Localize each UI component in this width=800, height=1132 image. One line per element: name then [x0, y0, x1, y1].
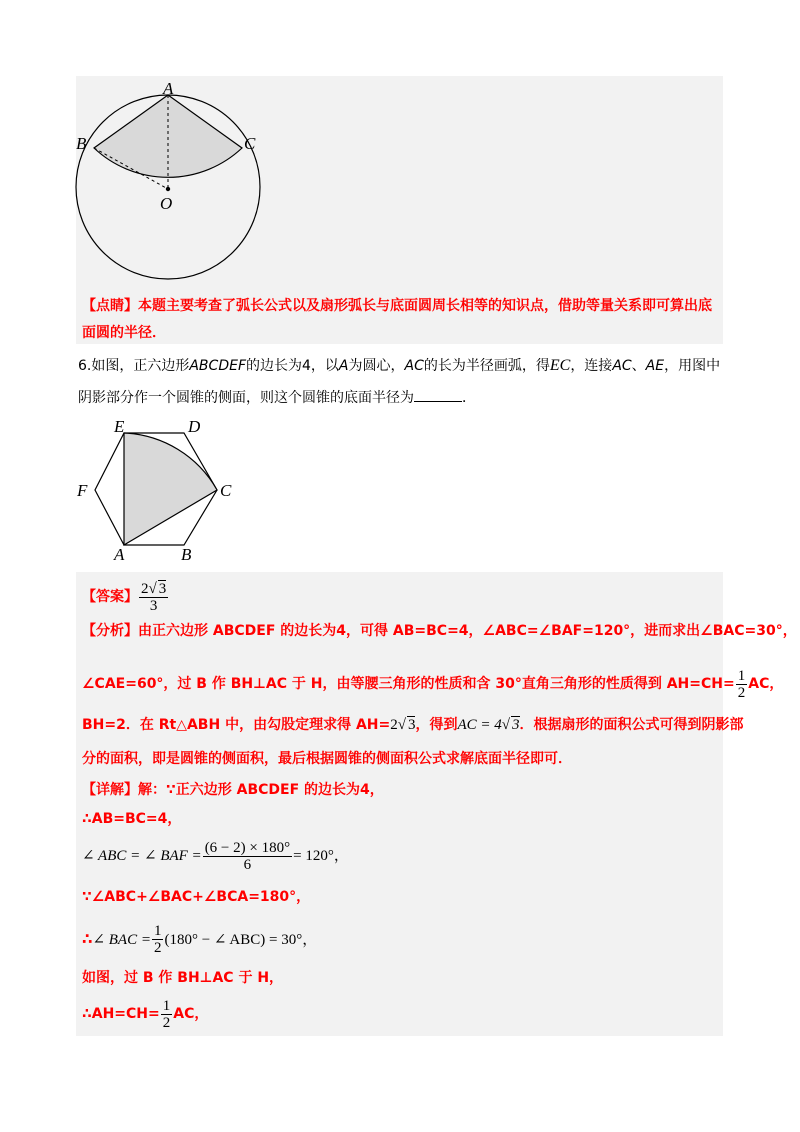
detail-line-2	[82, 809, 181, 829]
detail-tag: 【详解】	[82, 782, 138, 798]
circle-sector-figure	[74, 80, 274, 285]
q-segment: AC	[612, 358, 632, 374]
analysis-text: ，得到	[415, 717, 458, 733]
analysis-text: 由正六边形 ABCDEF 的边长为4，可得 AB=BC=4，∠ABC=∠BAF=120°，进而求出∠BAC=30°，	[138, 623, 797, 639]
q-text: 6.如图，正六边形	[78, 358, 190, 374]
detail-text: ∴AH=CH=	[82, 1006, 160, 1022]
q-side-length: 4	[302, 358, 311, 374]
note-text-2: 面圆的半径．	[82, 325, 166, 341]
therefore-symbol: ∴	[82, 930, 93, 948]
label-B: B	[76, 134, 87, 153]
question-line-1	[78, 356, 720, 376]
hexagon-figure	[74, 418, 244, 564]
answer-denominator: 3	[149, 597, 158, 614]
fraction-denominator: 6	[243, 857, 252, 874]
detail-line-1	[82, 780, 384, 800]
answer-coef: 2	[141, 580, 149, 597]
q-text: 阴影部分作一个圆锥的侧面，则这个圆锥的底面半径为	[78, 390, 414, 406]
label-B: B	[181, 545, 192, 564]
note-tag: 【点睛】	[82, 298, 138, 314]
q-text: 为圆心，	[348, 358, 405, 374]
fraction-numerator: 1	[162, 997, 171, 1014]
detail-text: ∴AB=BC=4，	[82, 811, 182, 827]
answer-radicand: 3	[158, 580, 167, 597]
angle-eq: ∠ ABC = ∠ BAF =	[82, 848, 202, 864]
label-F: F	[77, 481, 88, 500]
note-text-1: 本题主要考查了弧长公式以及扇形弧长与底面圆周长相等的知识点，借助等量关系即可算出底	[138, 298, 712, 314]
analysis-text: AC，	[748, 676, 784, 692]
q-text: ．	[462, 390, 476, 406]
shaded-sector	[124, 433, 217, 545]
ac-expr: AC = 4	[457, 717, 502, 733]
q-segment: AE	[645, 358, 665, 374]
question-line-2	[78, 387, 476, 408]
fraction-numerator: 1	[153, 923, 162, 939]
analysis-text: ∠CAE=60°，过 B 作 BH⊥AC 于 H，由等腰三角形的性质和含 30°直角三角形的性质得到 AH=CH=	[82, 676, 735, 692]
label-A: A	[114, 545, 125, 564]
half-fraction	[736, 668, 748, 701]
analysis-line-2	[82, 666, 783, 702]
solution-panel-bottom	[76, 572, 723, 1036]
analysis-text: BH=2．在 Rt△ABH 中，由勾股定理求得 AH=	[82, 717, 391, 733]
fraction-denominator: 2	[153, 940, 162, 956]
angle-fraction	[203, 840, 292, 873]
answer-fraction: $\frac{2√ 3}{3}$	[141, 580, 167, 614]
half-fraction	[152, 923, 164, 956]
fraction-denominator: 2	[162, 1014, 171, 1031]
detail-text: 解：∵正六边形 ABCDEF 的边长为4，	[138, 782, 384, 798]
fraction-numerator: 1	[737, 667, 746, 684]
label-E: E	[114, 418, 125, 436]
q-arc: EC	[549, 357, 571, 374]
fraction-numerator: (6 − 2) × 180°	[204, 840, 291, 857]
ah-coef: 2	[390, 717, 398, 733]
q-text: 的长为半径画弧，得	[423, 358, 550, 374]
note-line-1	[82, 296, 712, 316]
detail-line-5	[82, 921, 317, 958]
q-text: ，以	[310, 358, 339, 374]
label-C: C	[244, 134, 256, 153]
label-O: O	[160, 194, 173, 213]
q-text: 、	[631, 358, 646, 374]
label-C: C	[220, 481, 232, 500]
angle-result: (180° − ∠ ABC) = 30°，	[164, 932, 318, 948]
analysis-text: ．根据扇形的面积公式可得到阴影部	[519, 717, 744, 733]
analysis-tag: 【分析】	[82, 623, 138, 639]
half-fraction	[161, 998, 173, 1031]
analysis-line-1	[82, 621, 797, 641]
point-O	[166, 187, 170, 191]
label-D: D	[188, 418, 201, 436]
detail-line-3	[82, 836, 349, 876]
ac-value: AC = 4√ 3	[457, 717, 520, 733]
q-point: A	[338, 358, 349, 374]
ac-radicand: 3	[512, 717, 520, 733]
answer-line	[82, 580, 169, 614]
detail-text: AC，	[173, 1006, 209, 1022]
q-segment: AC	[404, 358, 424, 374]
answer-tag: 【答案】	[82, 589, 138, 605]
ah-value: 2√ 3	[390, 717, 416, 733]
answer-blank[interactable]	[414, 387, 462, 402]
analysis-text: 分的面积，即是圆锥的侧面积，最后根据圆锥的侧面积公式求解底面半径即可．	[82, 751, 572, 767]
ah-radicand: 3	[407, 717, 416, 733]
note-line-2	[82, 323, 166, 343]
fraction-denominator: 2	[737, 684, 746, 701]
detail-text: 如图，过 B 作 BH⊥AC 于 H，	[82, 970, 284, 986]
label-A: A	[163, 80, 174, 98]
detail-line-7	[82, 996, 208, 1032]
q-text: ，连接	[570, 358, 613, 374]
angle-result: = 120°，	[293, 848, 349, 864]
detail-line-4	[82, 887, 310, 907]
q-text: 的边长为	[246, 358, 302, 374]
q-hexagon-name: ABCDEF	[189, 358, 246, 374]
detail-line-6	[82, 968, 283, 988]
q-text: ，用图中	[664, 358, 721, 374]
analysis-line-3	[82, 715, 744, 735]
angle-eq: ∠ BAC =	[92, 932, 151, 948]
detail-text: ∵∠ABC+∠BAC+∠BCA=180°，	[82, 889, 311, 905]
analysis-line-4	[82, 749, 572, 769]
